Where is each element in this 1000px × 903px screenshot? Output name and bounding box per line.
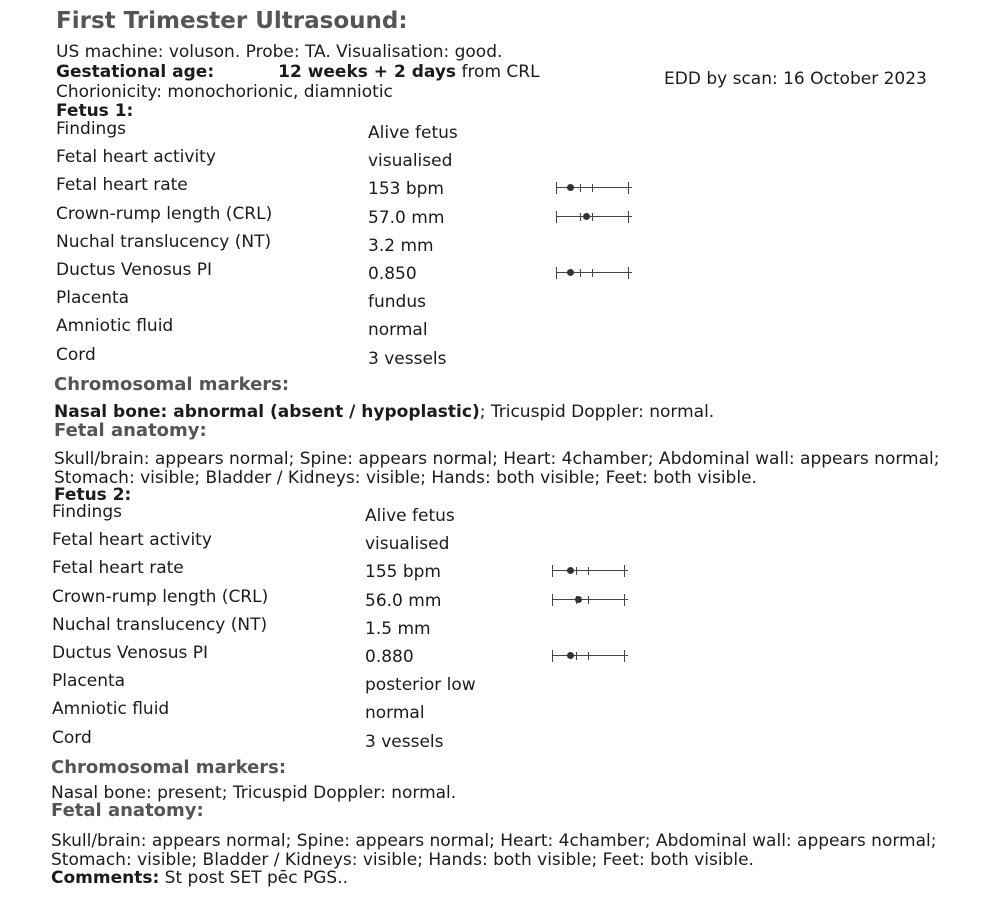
row-value: 0.880	[365, 647, 414, 667]
row-value: fundus	[368, 292, 426, 312]
scale-tick	[592, 184, 593, 192]
scale-cap	[624, 565, 625, 577]
row-label: Ductus Venosus PI	[52, 643, 209, 663]
scale-tick	[580, 184, 581, 192]
percentile-marker	[567, 184, 574, 191]
row-label: Placenta	[56, 288, 130, 308]
row-value: 153 bpm	[368, 179, 444, 199]
comments-label: Comments:	[51, 868, 160, 888]
scale-bar	[552, 655, 628, 656]
percentile-marker	[583, 213, 590, 220]
row-label: Fetal heart activity	[52, 530, 212, 550]
gestational-age-line	[56, 62, 540, 82]
scale-cap	[628, 182, 629, 194]
chorionicity: Chorionicity: monochorionic, diamniotic	[56, 82, 393, 102]
row-label: Placenta	[52, 671, 126, 691]
scale-cap	[624, 650, 625, 662]
fetus-1-heading: Fetus 1:	[56, 101, 134, 121]
row-label: Nuchal translucency (NT)	[56, 232, 272, 252]
fetus-2-heading: Fetus 2:	[54, 485, 132, 505]
row-value: normal	[368, 320, 428, 340]
comments-line	[51, 868, 348, 888]
ga-value: 12 weeks + 2 days	[278, 62, 457, 82]
row-value: visualised	[368, 151, 453, 171]
scale-cap	[624, 594, 625, 606]
row-label: Crown-rump length (CRL)	[56, 204, 273, 224]
scale-cap	[552, 594, 553, 606]
row-label: Ductus Venosus PI	[56, 260, 213, 280]
percentile-marker	[567, 567, 574, 574]
row-label: Nuchal translucency (NT)	[52, 615, 268, 635]
row-value: 1.5 mm	[365, 619, 431, 639]
scale-tick	[592, 213, 593, 221]
row-value: 3.2 mm	[368, 236, 434, 256]
row-label: Cord	[56, 345, 96, 365]
row-value: visualised	[365, 534, 450, 554]
fetus-1-anatomy-text: Skull/brain: appears normal; Spine: appears normal; Heart: 4chamber; Abdominal wall: appears normal; Stomach: visible; Bladder / Kidneys: visible; Hands: both visible; Feet: both visible.	[54, 449, 940, 488]
scale-tick	[580, 213, 581, 221]
scale-cap	[628, 267, 629, 279]
row-label: Fetal heart activity	[56, 147, 216, 167]
percentile-scale	[556, 210, 632, 224]
fetus-1-tricuspid: ; Tricuspid Doppler: normal.	[479, 402, 715, 422]
scale-bar	[552, 570, 628, 571]
scale-tick	[588, 652, 589, 660]
row-label: Fetal heart rate	[56, 175, 188, 195]
row-value: 57.0 mm	[368, 208, 445, 228]
scale-tick	[576, 567, 577, 575]
fetus-2-markers-heading: Chromosomal markers:	[51, 757, 287, 778]
edd: EDD by scan: 16 October 2023	[664, 69, 927, 89]
fetus-1-anatomy-heading: Fetal anatomy:	[54, 420, 207, 441]
row-value: posterior low	[365, 675, 476, 695]
percentile-marker	[575, 596, 582, 603]
scale-tick	[588, 596, 589, 604]
row-value: 0.850	[368, 264, 417, 284]
scale-tick	[588, 567, 589, 575]
percentile-scale	[556, 266, 632, 280]
row-value: 3 vessels	[365, 732, 444, 752]
scale-tick	[580, 269, 581, 277]
percentile-marker	[567, 652, 574, 659]
percentile-scale	[552, 649, 628, 663]
scale-bar	[552, 599, 628, 600]
row-value: 56.0 mm	[365, 591, 442, 611]
row-label: Amniotic fluid	[56, 316, 174, 336]
scale-cap	[556, 182, 557, 194]
percentile-scale	[556, 181, 632, 195]
row-value: Alive fetus	[365, 506, 455, 526]
fetus-2-markers: Nasal bone: present; Tricuspid Doppler: normal.	[51, 783, 457, 803]
row-value: normal	[365, 703, 425, 723]
fetus-1-markers	[54, 402, 714, 422]
row-label: Crown-rump length (CRL)	[52, 587, 269, 607]
row-label: Amniotic fluid	[52, 699, 170, 719]
scale-cap	[552, 650, 553, 662]
scale-cap	[556, 211, 557, 223]
row-label: Fetal heart rate	[52, 558, 184, 578]
fetus-1-markers-heading: Chromosomal markers:	[54, 374, 290, 395]
scale-cap	[556, 267, 557, 279]
row-value: Alive fetus	[368, 123, 458, 143]
fetus-1-nasal-bone: Nasal bone: abnormal (absent / hypoplastic)	[54, 402, 480, 422]
ga-label: Gestational age:	[56, 62, 215, 82]
percentile-marker	[567, 269, 574, 276]
row-label: Findings	[56, 119, 126, 139]
scale-cap	[628, 211, 629, 223]
machine-line: US machine: voluson. Probe: TA. Visualisation: good.	[56, 42, 503, 62]
scale-tick	[592, 269, 593, 277]
row-value: 3 vessels	[368, 349, 447, 369]
fetus-2-anatomy-text: Skull/brain: appears normal; Spine: appears normal; Heart: 4chamber; Abdominal wall: appears normal; Stomach: visible; Bladder / Kidneys: visible; Hands: both visible; Feet: both visible.	[51, 831, 937, 870]
row-label: Cord	[52, 728, 92, 748]
scale-tick	[576, 652, 577, 660]
comments-text: St post SET pēc PGS..	[164, 868, 348, 888]
fetus-2-anatomy-heading: Fetal anatomy:	[51, 800, 204, 821]
scale-cap	[552, 565, 553, 577]
row-value: 155 bpm	[365, 562, 441, 582]
percentile-scale	[552, 564, 628, 578]
report-title: First Trimester Ultrasound:	[56, 8, 408, 34]
ga-suffix: from CRL	[461, 62, 540, 82]
row-label: Findings	[52, 502, 122, 522]
scale-bar	[556, 216, 632, 217]
percentile-scale	[552, 593, 628, 607]
